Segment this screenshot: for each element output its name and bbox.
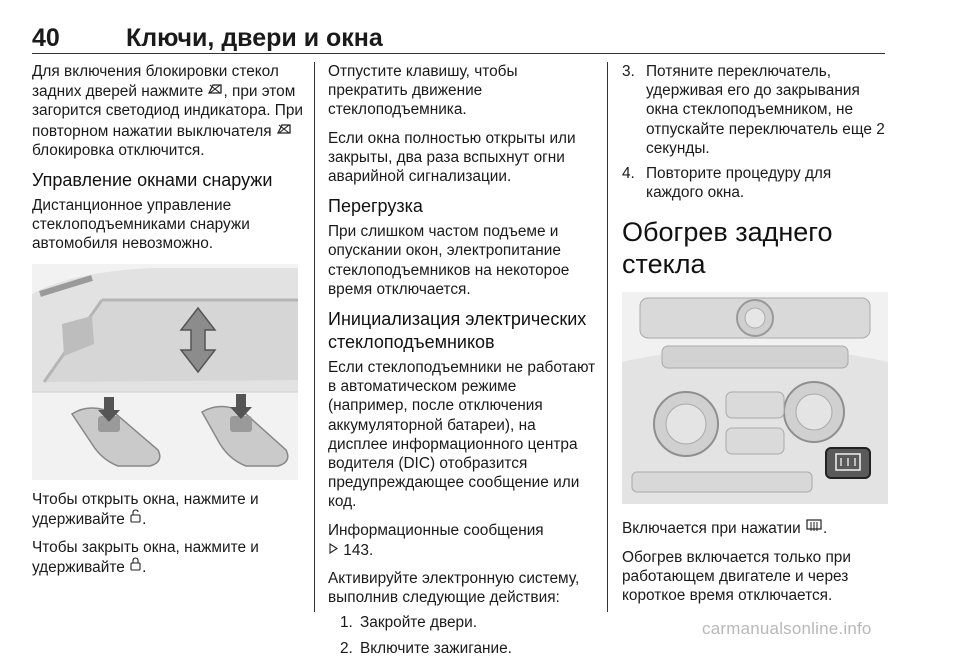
temperature-knob xyxy=(654,392,718,456)
paragraph-overload: При слишком частом подъеме и опускании окон, электропитание стеклоподъемников на некоторое время отключается. xyxy=(328,223,570,298)
paragraph-release-key: Отпустите клавишу, чтобы прекратить движение стеклоподъемника. xyxy=(328,63,518,119)
column-divider-2 xyxy=(607,62,608,612)
chapter-title: Ключи, двери и окна xyxy=(126,24,383,52)
steps-list-continued xyxy=(622,62,890,202)
paragraph-open-windows: Чтобы открыть окна, нажмите и удерживайте . xyxy=(32,490,259,528)
rear-window-heater-icon xyxy=(805,518,823,537)
window-lock-icon xyxy=(276,121,292,140)
paragraph-initialization: Если стеклоподъемники не работают в автоматическом режиме (например, после отключения аккумуляторной батареи), на дисплее информационного центра водителя (DIC) отобразится предупреждающее сообщение или код. xyxy=(328,359,596,511)
heading-rear-window-heater: Обогрев заднего стекла xyxy=(622,217,833,280)
heading-initialization: Инициализация электрических стеклоподъемников xyxy=(328,309,587,353)
paragraph-activate-system: Активируйте электронную систему, выполнив следующие действия: xyxy=(328,570,580,607)
page-reference-link[interactable]: 143. xyxy=(343,541,374,559)
page-number: 40 xyxy=(32,24,60,52)
header-divider xyxy=(32,53,885,54)
list-item: 4. Повторите процедуру для каждого окна. xyxy=(622,165,832,202)
paragraph-hazard-flash: Если окна полностью открыты или закрыты, два раза вспыхнут огни аварийной сигнализации. xyxy=(328,129,576,186)
paragraph-close-windows: Чтобы закрыть окна, нажмите и удерживайте . xyxy=(32,539,259,577)
window-and-key-illustration xyxy=(32,264,298,480)
page-reference-arrow-icon xyxy=(328,540,339,559)
list-item: 3. Потяните переключатель, удерживая его до закрывания окна стеклоподъемником, не отпускайте переключатель еще 2 секунды. xyxy=(622,63,885,157)
column-left xyxy=(32,62,304,586)
heading-overload: Перегрузка xyxy=(328,196,423,217)
rear-heater-button xyxy=(826,448,870,478)
list-item: 1. Закройте двери. xyxy=(340,614,477,632)
climate-control-panel-illustration xyxy=(622,292,888,504)
paragraph-info-messages: Информационные сообщения 143. xyxy=(328,521,544,559)
watermark: carmanualsonline.info xyxy=(702,619,872,638)
paragraph-remote-control: Дистанционное управление стеклоподъемниками снаружи автомобиля невозможно. xyxy=(32,197,250,253)
key-unlock-icon xyxy=(129,509,142,528)
window-lock-icon xyxy=(207,81,223,100)
paragraph-window-lock: Для включения блокировки стекол задних дверей нажмите , при этом загорится светодиод индикатора. При повторном нажатии выключателя блокировка отключится. xyxy=(32,63,303,159)
column-divider-1 xyxy=(314,62,315,612)
column-right xyxy=(622,62,890,614)
steps-list-start xyxy=(328,613,596,657)
paragraph-heater-conditions: Обогрев включается только при работающем двигателе и через короткое время отключается. xyxy=(622,548,851,605)
paragraph-heater-activation: Включается при нажатии . xyxy=(622,520,828,538)
key-lock-icon xyxy=(129,557,142,576)
list-item: 2. Включите зажигание. xyxy=(340,639,512,657)
page-header xyxy=(32,22,928,56)
column-middle xyxy=(328,62,596,664)
fan-knob xyxy=(784,382,844,442)
heading-remote-window-control: Управление окнами снаружи xyxy=(32,170,273,191)
